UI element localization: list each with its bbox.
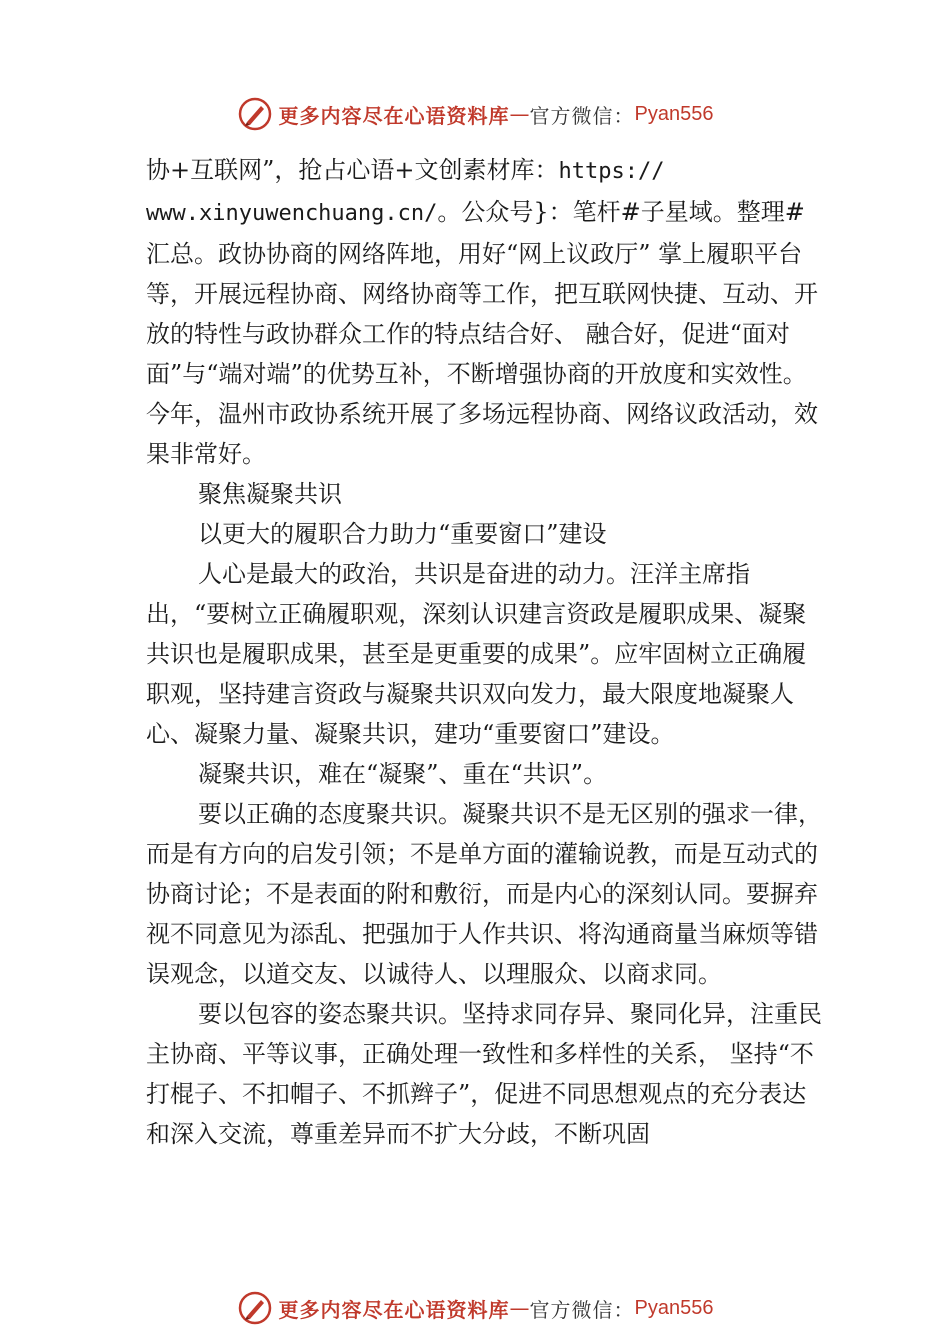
banner-site-text: 更多内容尽在心语资料库 <box>278 103 510 128</box>
banner-official-label: 官方微信： <box>529 1297 635 1322</box>
section-heading: 聚焦凝聚共识 <box>198 480 342 508</box>
banner-site-text: 更多内容尽在心语资料库 <box>278 1297 510 1322</box>
paragraph-4: 要以正确的态度聚共识。凝聚共识不是无区别的强求一律，而是有方向的启发引领；不是单方面的灌输说教，而是互动式的协商讨论；不是表面的附和敷衍，而是内心的深刻认同。要摒弃视不同意见为添乱、把强加于人作共识、将沟通商量当麻烦等错误观念，以道交友、以诚待人、以理服众、以商求同。 <box>146 800 822 988</box>
banner-official-label: 官方微信： <box>529 103 635 128</box>
pen-logo-icon <box>237 96 273 132</box>
url-part-2: www.xinyuwenchuang.cn/ <box>146 201 438 226</box>
banner-separator: — <box>509 102 530 126</box>
document-body <box>146 150 826 1154</box>
banner-wechat-id: Pyan556 <box>634 102 714 125</box>
header-banner <box>0 92 950 136</box>
banner-wechat-id: Pyan556 <box>634 1296 714 1319</box>
paragraph-5: 要以包容的姿态聚共识。坚持求同存异、聚同化异，注重民主协商、平等议事，正确处理一致性和多样性的关系， 坚持“不打棍子、不扣帽子、不抓辫子”，促进不同思想观点的充分表达和深入交流，尊重差异而不扩大分歧，不断巩固 <box>146 1000 822 1148</box>
footer-banner <box>0 1286 950 1330</box>
paragraph-1 <box>146 150 826 474</box>
url-part-1: https:// <box>558 159 665 184</box>
p1-text-a: 协+互联网”，抢占心语+文创素材库： <box>146 156 559 184</box>
pen-logo-icon <box>237 1290 273 1326</box>
paragraph-2: 人心是最大的政治，共识是奋进的动力。汪洋主席指出，“要树立正确履职观，深刻认识建言资政是履职成果、凝聚共识也是履职成果，甚至是更重要的成果”。应牢固树立正确履职观，坚持建言资政与凝聚共识双向发力，最大限度地凝聚人心、凝聚力量、凝聚共识，建功“重要窗口”建设。 <box>146 560 807 748</box>
paragraph-3: 凝聚共识，难在“凝聚”、重在“共识”。 <box>198 760 608 788</box>
banner-separator: — <box>509 1296 530 1320</box>
section-subheading: 以更大的履职合力助力“重要窗口”建设 <box>198 520 607 548</box>
p1-text-b: 。公众号}：笔杆#子星域。整理#汇总。政协协商的网络阵地，用好“网上议政厅” 掌上履职平台等，开展远程协商、网络协商等工作，把互联网快捷、互动、开放的特性与政协群众工作的特点结合好、 融合好，促进“面对面”与“端对端”的优势互补，不断增强协商的开放度和实效性。今年，温州市政协系统开展了多场远程协商、网络议政活动，效果非常好。 <box>146 198 818 468</box>
